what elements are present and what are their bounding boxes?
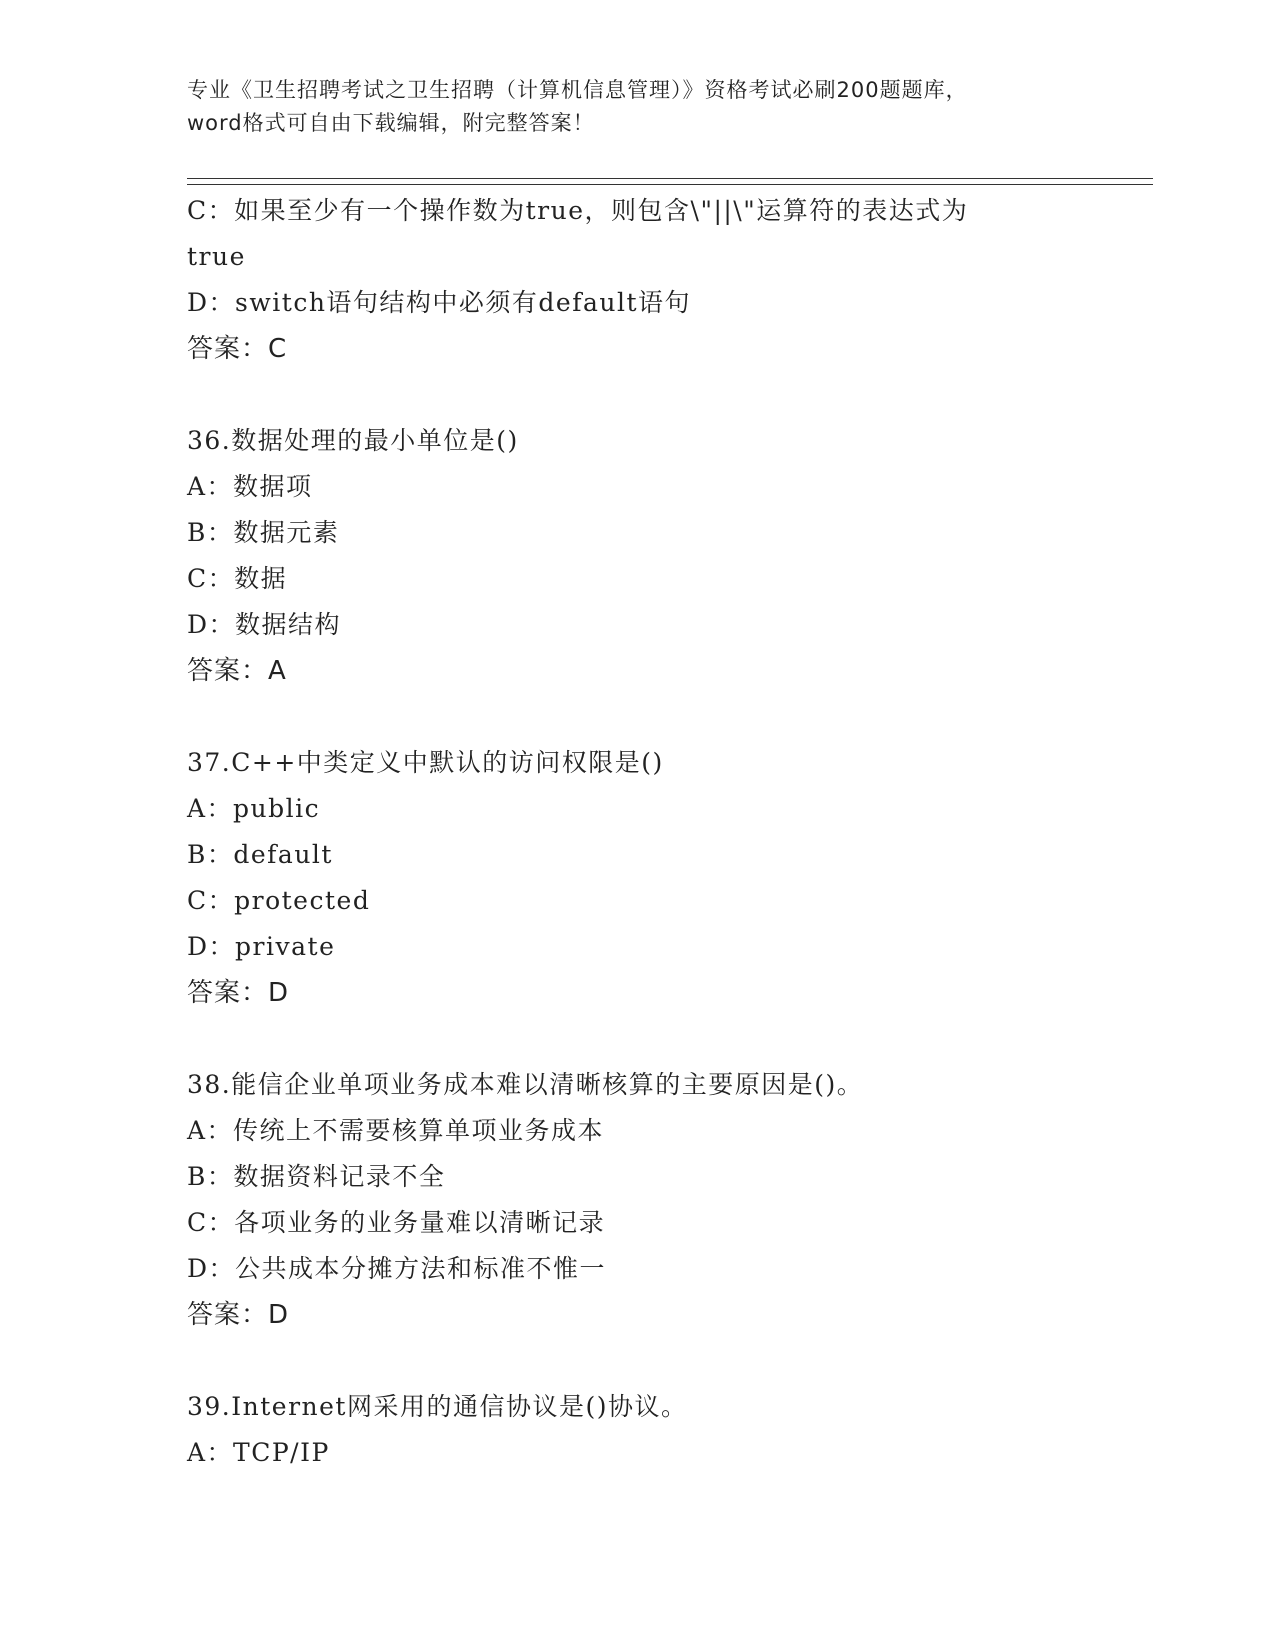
header-line-1: 专业《卫生招聘考试之卫生招聘（计算机信息管理）》资格考试必刷200题题库， xyxy=(187,78,968,102)
document-header xyxy=(187,74,1087,140)
option-a: A：public xyxy=(187,794,321,823)
option-d: D：switch语句结构中必须有default语句 xyxy=(187,288,692,317)
option-c-line-2: true xyxy=(187,242,246,271)
option-d: D：private xyxy=(187,932,336,961)
option-a: A：传统上不需要核算单项业务成本 xyxy=(187,1116,605,1145)
answer: 答案：D xyxy=(187,1300,290,1330)
option-b: B：数据资料记录不全 xyxy=(187,1162,446,1191)
question-text: 36.数据处理的最小单位是() xyxy=(187,426,519,455)
question-39 xyxy=(187,1384,1087,1476)
answer: 答案：C xyxy=(187,334,288,364)
question-36 xyxy=(187,418,1087,694)
option-d: D：数据结构 xyxy=(187,610,342,639)
header-divider-top xyxy=(187,178,1153,179)
answer: 答案：D xyxy=(187,978,290,1008)
document-body xyxy=(187,188,1087,1476)
question-38 xyxy=(187,1062,1087,1338)
question-text: 38.能信企业单项业务成本难以清晰核算的主要原因是()。 xyxy=(187,1070,864,1099)
option-c: C：各项业务的业务量难以清晰记录 xyxy=(187,1208,606,1237)
header-divider-bottom xyxy=(187,184,1153,185)
option-b: B：default xyxy=(187,840,333,869)
option-c: C：protected xyxy=(187,886,371,915)
question-text: 37.C++中类定义中默认的访问权限是() xyxy=(187,748,664,777)
option-c: C：数据 xyxy=(187,564,288,593)
option-a: A：TCP/IP xyxy=(187,1438,330,1467)
header-line-2: word格式可自由下载编辑，附完整答案！ xyxy=(187,111,595,135)
answer: 答案：A xyxy=(187,656,287,686)
option-b: B：数据元素 xyxy=(187,518,340,547)
option-d: D：公共成本分摊方法和标准不惟一 xyxy=(187,1254,607,1283)
option-c-line-1: C：如果至少有一个操作数为true，则包含\"||\"运算符的表达式为 xyxy=(187,196,969,225)
question-35-tail xyxy=(187,188,1087,372)
question-37 xyxy=(187,740,1087,1016)
question-text: 39.Internet网采用的通信协议是()协议。 xyxy=(187,1392,688,1421)
option-a: A：数据项 xyxy=(187,472,313,501)
